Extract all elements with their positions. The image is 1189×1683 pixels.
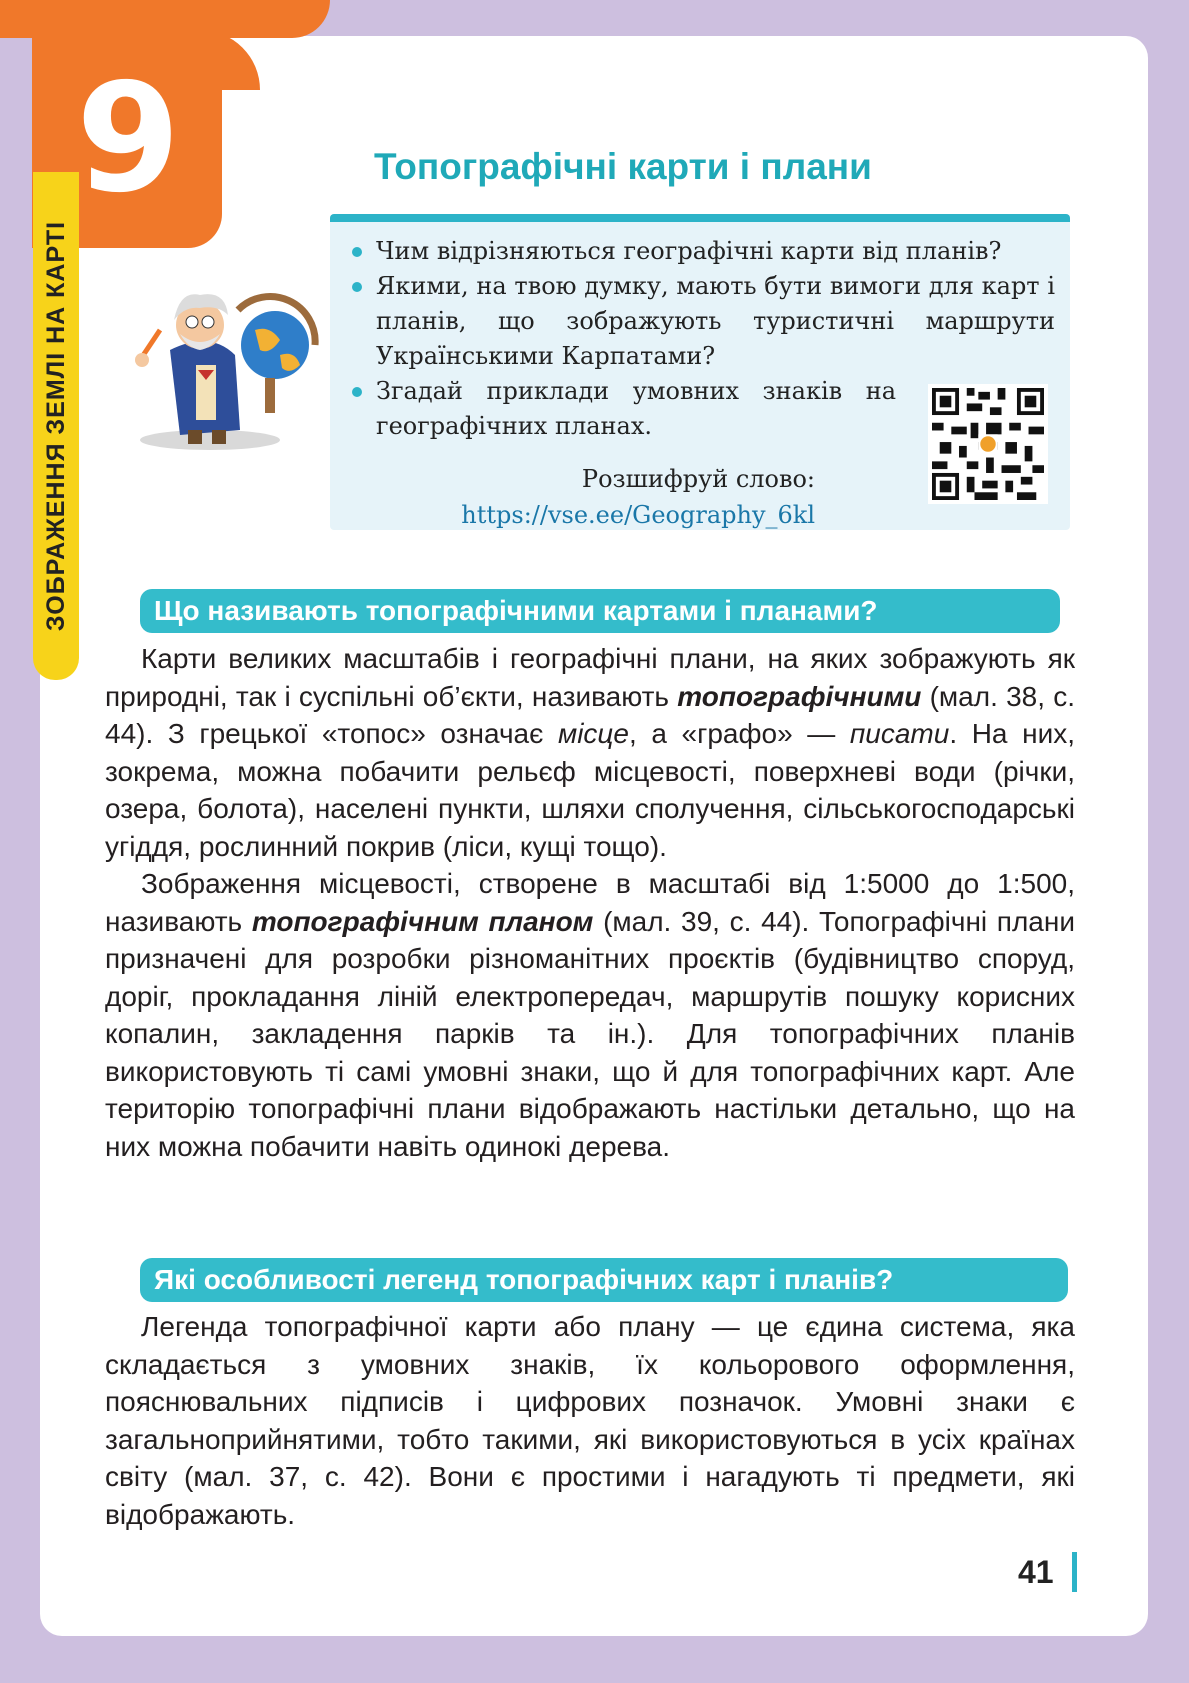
section-side-label: ЗОБРАЖЕННЯ ЗЕМЛІ НА КАРТІ	[42, 220, 70, 632]
decode-link[interactable]: https://vse.ee/Geography_6kl	[461, 501, 815, 529]
question-item: Згадай приклади умовних знаків на географічних планах.	[350, 374, 896, 444]
section-heading-topographic-maps: Що називають топографічними картами і планами?	[140, 589, 1060, 633]
decode-label: Розшифруй слово:	[581, 465, 815, 493]
section2-body	[105, 1308, 1075, 1533]
paragraph: Легенда топографічної карти або плану — це єдина система, яка складається з умовних знаків, їх кольорового оформлення, пояснювальних підписів і цифрових позначок. Умовні знаки є загальноприйнятими, тобто такими, які використовуються в усіх країнах світу (мал. 37, с. 42). Вони є простими і нагадують ті предмети, які відображають.	[105, 1311, 1075, 1530]
questions-box	[330, 214, 1070, 530]
professor-illustration	[100, 270, 330, 470]
question-item: Якими, на твою думку, мають бути вимоги для карт і планів, що зображують туристичні маршрути Українськими Карпатами?	[350, 269, 1055, 374]
section-heading-legends: Які особливості легенд топографічних карт і планів?	[140, 1258, 1068, 1302]
qr-code[interactable]	[928, 384, 1048, 504]
question-item: Чим відрізняються географічні карти від планів?	[350, 234, 1055, 269]
paragraph: Зображення місцевості, створене в масштабі від 1:5000 до 1:500, називають топографічним планом (мал. 39, с. 44). Топографічні плани призначені для розробки різноманітних проєктів (будівництво споруд, доріг, прокладання ліній електропередач, маршрутів пошуку корисних копалин, закладення парків та ін.). Для топографічних планів використовують ті самі умовні знаки, що й для топографічних карт. Але територію топографічні плани відображають настільки детально, що на них можна побачити навіть одинокі дерева.	[105, 868, 1075, 1162]
lesson-title: Топографічні карти і плани	[374, 146, 872, 187]
section1-body	[105, 640, 1075, 1165]
chapter-number: 9	[76, 52, 181, 226]
page-number-bar	[1072, 1552, 1077, 1592]
paragraph: Карти великих масштабів і географічні плани, на яких зображують як природні, так і суспільні об’єкти, називають топографічними (мал. 38, с. 44). З грецької «топос» означає місце, а «графо» — писати. На них, зокрема, можна побачити рельєф місцевості, поверхневі води (річки, озера, болота), населені пункти, шляхи сполучення, сільськогосподарські угіддя, рослинний покрив (ліси, кущі тощо).	[105, 643, 1075, 862]
page-number: 41	[1018, 1554, 1054, 1590]
